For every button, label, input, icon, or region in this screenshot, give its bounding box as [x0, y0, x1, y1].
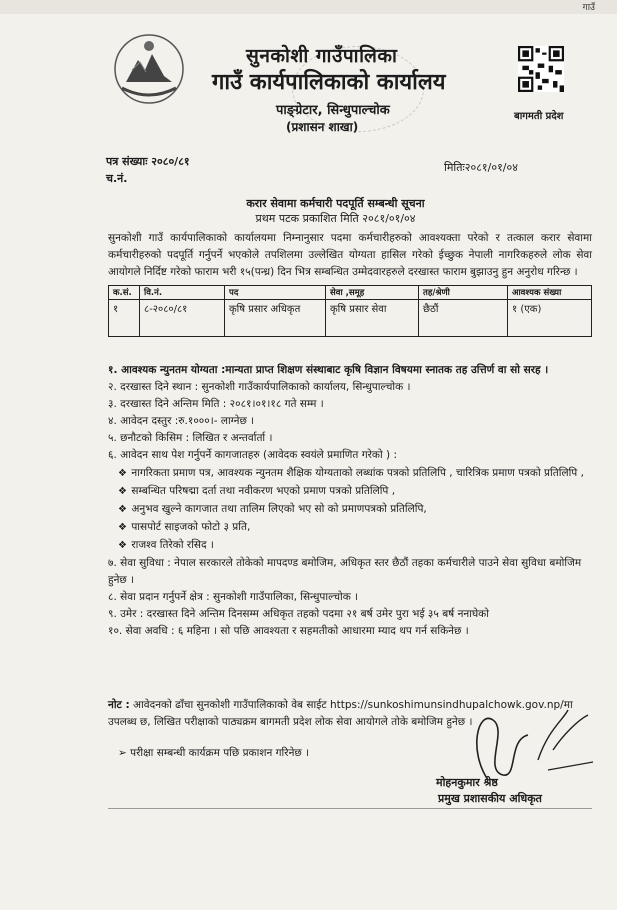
- condition-deadline: ३. दरखास्त दिने अन्तिम मिति : २०८१।०१।१८ गते सम्म ।: [108, 398, 324, 410]
- exam-notice-text: परीक्षा सम्बन्धी कार्यक्रम पछि प्रकाशन गरिनेछ ।: [130, 747, 310, 759]
- condition-selection: ५. छनौटको किसिम : लिखित र अन्तर्वार्ता ।: [108, 432, 273, 444]
- dispatch-number: च.नं.: [106, 172, 128, 185]
- arrow-right-icon: ➢: [118, 747, 127, 759]
- province-label: बागमती प्रदेश: [514, 111, 564, 122]
- reference-number: पत्र संख्याः २०८०/८१: [106, 155, 190, 168]
- condition-fee: ४. आवेदन दस्तुर :रु.१०००।- लाग्नेछ ।: [108, 415, 255, 427]
- condition-documents: ६. आवेदन साथ पेश गर्नुपर्ने कागजातहरु (आवेदक स्वयंले प्रमाणित गरेको ) :: [108, 449, 398, 461]
- office-address: पाङ्ग्रेटार, सिन्धुपाल्चोक: [276, 103, 390, 118]
- cell-post: कृषि प्रसार अधिकृत: [225, 300, 326, 337]
- office-title: गाउँ कार्यपालिकाको कार्यालय: [212, 70, 446, 95]
- cell-ad-no: ८-२०८०/८१: [140, 300, 225, 337]
- diamond-bullet-icon: ❖: [118, 468, 127, 479]
- cell-level: छैठौं: [419, 300, 508, 337]
- col-service: सेवा ,समूह: [326, 286, 419, 300]
- col-sn: क.सं.: [109, 286, 140, 300]
- nepal-emblem-icon: [112, 32, 186, 106]
- document-text: सम्बन्धित परिषद्मा दर्ता तथा नवीकरण भएको प्रमाण पत्रको प्रतिलिपि ,: [131, 485, 396, 497]
- qr-code-icon: [518, 46, 564, 92]
- col-ad-no: वि.नं.: [140, 286, 225, 300]
- signatory-title: प्रमुख प्रशासकीय अधिकृत: [438, 792, 542, 805]
- diamond-bullet-icon: ❖: [118, 486, 127, 497]
- diamond-bullet-icon: ❖: [118, 522, 127, 533]
- document-text: पासपोर्ट साइजको फोटो ३ प्रति,: [131, 521, 251, 533]
- cell-service: कृषि प्रसार सेवा: [326, 300, 419, 337]
- diamond-bullet-icon: ❖: [118, 504, 127, 515]
- condition-place: २. दरखास्त दिने स्थान : सुनकोशी गाउँकार्यपालिकाको कार्यालय, सिन्धुपाल्चोक ।: [108, 381, 411, 393]
- vacancy-table: [108, 285, 592, 337]
- document-text: अनुभव खुल्ने कागजात तथा तालिम लिएको भए सो को प्रमाणपत्रको प्रतिलिपि,: [131, 503, 427, 515]
- condition-qualification: १. आवश्यक न्युनतम योग्यता :मान्यता प्राप्त शिक्षण संस्थाबाट कृषि विज्ञान विषयमा स्नातक तह उत्तिर्ण वा सो सरह ।: [108, 364, 549, 376]
- diamond-bullet-icon: ❖: [118, 540, 127, 551]
- document-item: [108, 519, 596, 536]
- condition-age: ९. उमेर : दरखास्त दिने अन्तिम दिनसम्म अधिकृत तहको पदमा २१ बर्ष उमेर पुरा भई ३५ बर्ष ननाघेको: [108, 608, 489, 620]
- condition-area: ८. सेवा प्रदान गर्नुपर्ने क्षेत्र : सुनकोशी गाउँपालिका, सिन्धुपाल्चोक ।: [108, 591, 359, 603]
- note-text: आवेदनको ढाँचा सुनकोशी गाउँपालिकाको वेब साईट https://sunkoshimunsindhupalchowk.gov.np/मा उपलब्ध छ, लिखित परीक्षाको पाठ्यक्रम बागमती प्रदेश लोक सेवा आयोगले तोके बमोजिम हुनेछ ।: [108, 699, 573, 728]
- notice-date: मितिः२०८१/०१/०४: [444, 161, 518, 174]
- footer-rule: [108, 808, 592, 809]
- notice-subtitle: प्रथम पटक प्रकाशित मिति २०८१/०१/०४: [255, 212, 416, 225]
- document-text: राजश्व तिरेको रसिद ।: [131, 539, 214, 551]
- top-strip-text: गाउँ: [582, 3, 595, 13]
- notice-title: करार सेवामा कर्मचारी पदपूर्ति सम्बन्धी सूचना: [246, 197, 425, 210]
- conditions-list: [108, 362, 596, 640]
- note-label: नोट :: [108, 699, 130, 711]
- office-branch: (प्रशासन शाखा): [286, 120, 359, 134]
- exam-notice: [118, 746, 309, 760]
- document-item: [108, 465, 596, 482]
- office-name: सुनकोशी गाउँपालिका: [246, 45, 398, 67]
- col-post: पद: [225, 286, 326, 300]
- table-row: [109, 300, 592, 337]
- document-item: [108, 537, 596, 554]
- condition-duration: १०. सेवा अवधि : ६ महिना । सो पछि आवश्यता र सहमतीको आधारमा म्याद थप गर्न सकिनेछ ।: [108, 625, 469, 637]
- intro-paragraph: सुनकोशी गाउँ कार्यपालिकाको कार्यालयमा निम्नानुसार पदमा कर्मचारीहरुको आवश्यक्ता परेको र तत्काल करार सेवामा कर्मचारीहरुको पदपूर्ति गर्नुपर्ने भएकोले तपशिलमा उल्लेखित योग्यता हासिल गरेको ईच्छुक नेपाली नागरिकहरुले लोक सेवा आयोगले निर्दिष्ट गरेको फाराम भरी १५(पन्ध्र) दिन भित्र सम्बन्धित उम्मेदवारहरुले दरखास्त फाराम बुझाउनु हुन अनुरोध गरिन्छ ।: [108, 232, 592, 278]
- col-level: तह/श्रेणी: [419, 286, 508, 300]
- condition-facilities: ७. सेवा सुविधा : नेपाल सरकारले तोकेको मापदण्ड बमोजिम, अधिकृत स्तर छैठौं तहका कर्मचारीले पाउने सेवा सुविधा बमोजिम हुनेछ ।: [108, 557, 582, 586]
- table-header-row: [109, 286, 592, 300]
- cell-required: १ (एक): [508, 300, 592, 337]
- document-text: नागरिकता प्रमाण पत्र, आवश्यक न्युनतम शैक्षिक योग्यताको लब्धांक पत्रको प्रतिलिपि , चारित्रिक प्रमाण पत्रको प्रतिलिपि ,: [131, 467, 584, 479]
- top-strip: [0, 0, 617, 14]
- signatory-name: मोहनकुमार श्रेष्ठ: [436, 776, 498, 789]
- document-item: [108, 501, 596, 518]
- cell-sn: १: [109, 300, 140, 337]
- document-item: [108, 483, 596, 500]
- col-required: आवश्यक संख्या: [508, 286, 592, 300]
